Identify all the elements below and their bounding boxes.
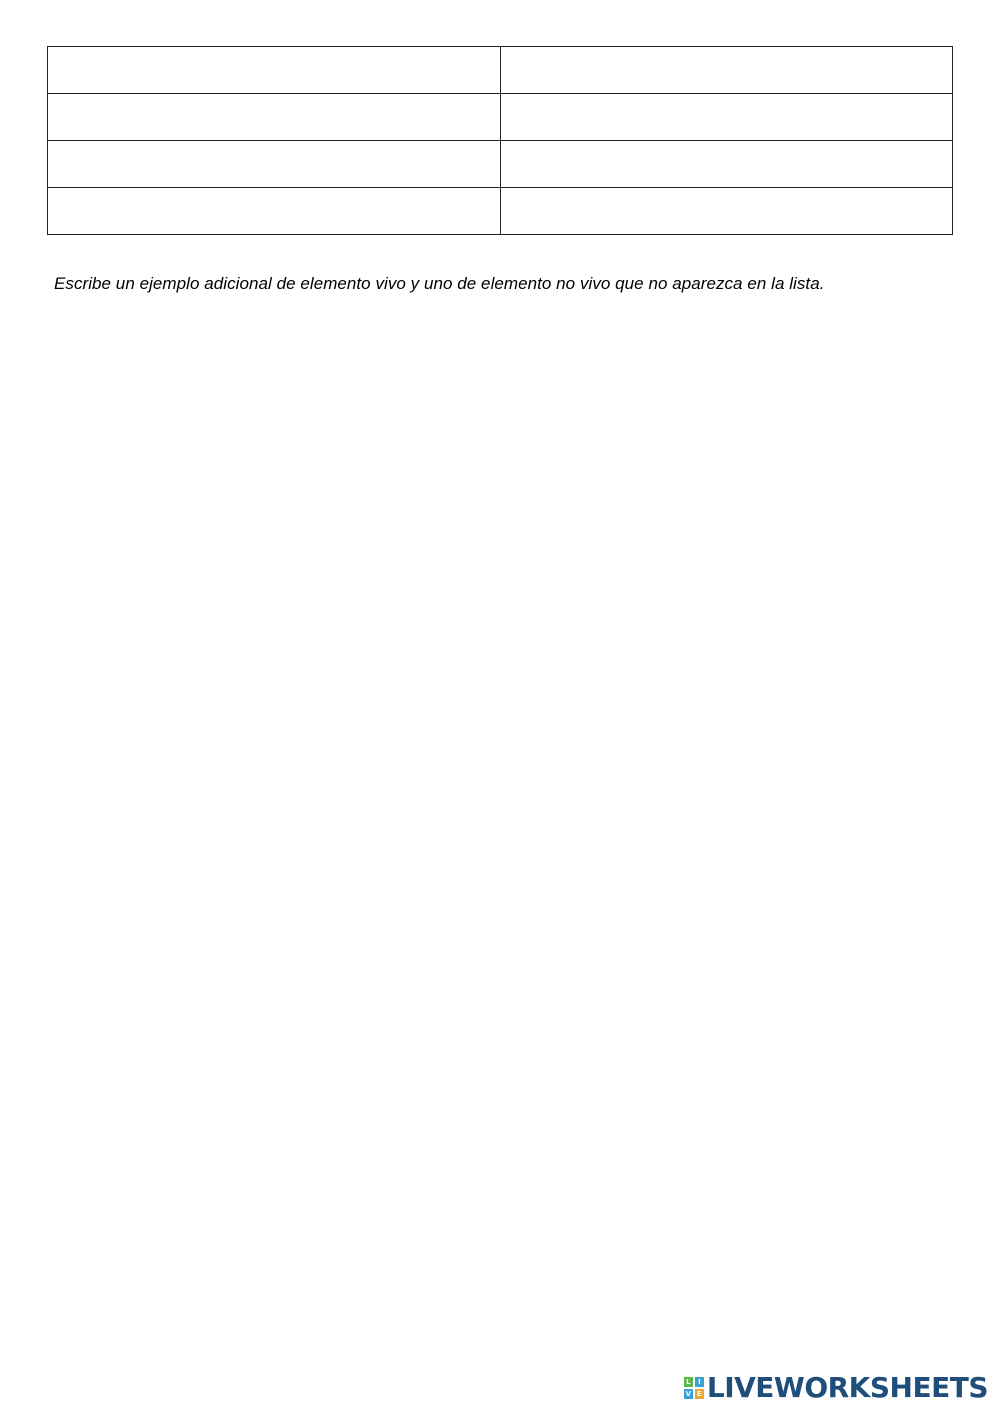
answer-cell[interactable] <box>501 188 953 235</box>
answer-table <box>47 46 953 235</box>
answer-cell[interactable] <box>501 47 953 94</box>
table-row <box>48 188 953 235</box>
logo-mark-letter: V <box>685 1390 692 1398</box>
logo-mark-letter: E <box>695 1389 704 1399</box>
logo-mark-icon <box>684 1377 704 1399</box>
instruction-text: Escribe un ejemplo adicional de elemento vivo y uno de elemento no vivo que no aparezca en la lista. <box>54 274 825 293</box>
table-row <box>48 94 953 141</box>
answer-cell[interactable] <box>48 141 501 188</box>
answer-cell[interactable] <box>48 94 501 141</box>
logo-wordmark: LIVEWORKSHEETS <box>706 1371 988 1404</box>
answer-cell[interactable] <box>501 94 953 141</box>
answer-cell[interactable] <box>501 141 953 188</box>
answer-cell[interactable] <box>48 188 501 235</box>
logo-mark-letter: I <box>695 1377 704 1387</box>
table-row <box>48 141 953 188</box>
logo-mark-letter: L <box>684 1377 693 1387</box>
table-row <box>48 47 953 94</box>
answer-cell[interactable] <box>48 47 501 94</box>
liveworksheets-logo <box>684 1371 988 1404</box>
